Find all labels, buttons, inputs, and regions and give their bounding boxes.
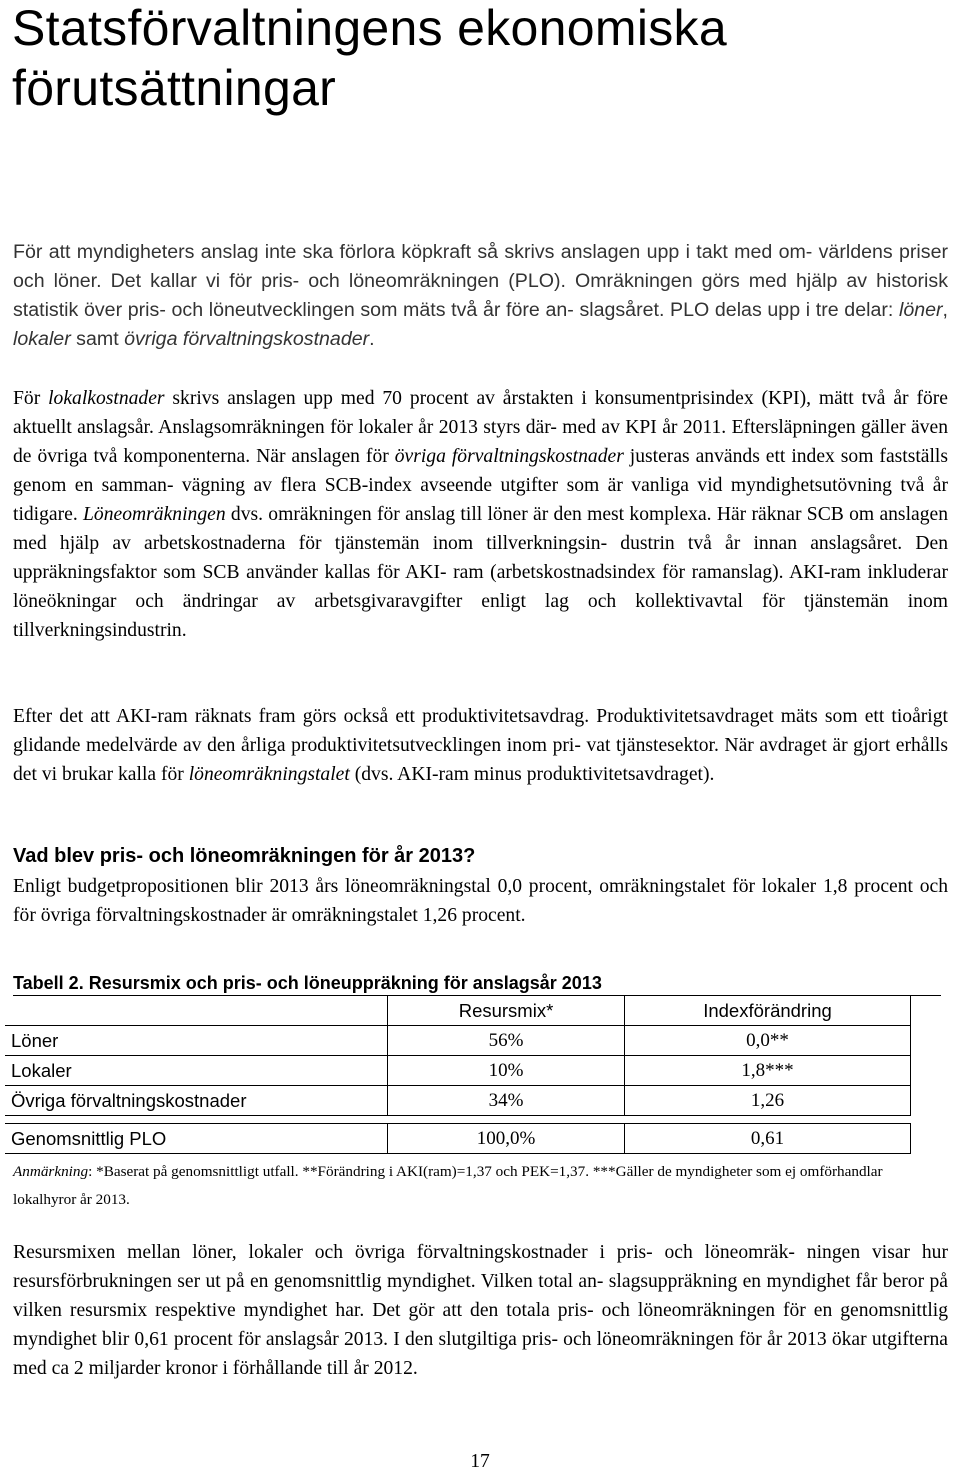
- header-resursmix: Resursmix*: [388, 996, 625, 1026]
- note-text: : *Baserat på genomsnittligt utfall. **Förändring i AKI(ram)=1,37 och PEK=1,37. ***Gäller de myndigheter som ej omförhandlar lokalhyror år 2013.: [13, 1163, 883, 1208]
- p2-text-1: För: [13, 388, 49, 409]
- intro-paragraph: [13, 238, 948, 354]
- page-title: [12, 0, 952, 118]
- resursmix-table: [5, 995, 911, 1154]
- p3-text-2: (dvs. AKI-ram minus produktivitetsavdraget).: [349, 764, 715, 785]
- intro-text-2: ,: [942, 299, 948, 321]
- total-label: Genomsnittlig PLO: [5, 1124, 388, 1154]
- p3-em-loneomrakningstalet: löneomräkningstalet: [188, 764, 350, 785]
- intro-em-ovriga: övriga förvaltningskostnader: [124, 328, 370, 350]
- row-mix: 56%: [388, 1026, 625, 1056]
- budget-paragraph: Enligt budgetpropositionen blir 2013 års löneomräkningstal 0,0 procent, omräkningstalet för lokaler 1,8 procent och för övriga förvaltningskostnader är omräkningstalet 1,26 procent.: [13, 876, 948, 926]
- row-label: Löner: [5, 1026, 388, 1056]
- title-line-2: förutsättningar: [12, 60, 337, 116]
- p2-em-loneomrakningen: Löneomräkningen: [83, 504, 226, 525]
- p2-text-4: dvs. omräkningen för anslag till löner är den mest komplexa. Här räknar SCB om anslagen med hjälp av arbetskostnaderna för tjänstemän inom tillverkningsin- dustrin två år innan anslagsåret. Den uppräkningsfaktor som SCB använder kallas för AKI- ram (arbetskostnadsindex för ramanslag). AKI-ram inkluderar löneökningar och ändringar av arbetsgivaravgifter enligt lag och kollektivavtal för tjänstemän inom tillverkningsindustrin.: [13, 504, 948, 641]
- produktivitet-paragraph: [13, 702, 948, 789]
- total-mix: 100,0%: [388, 1124, 625, 1154]
- intro-text-4: .: [369, 328, 375, 350]
- table-row: [5, 1086, 911, 1116]
- spacer-cell: [625, 1116, 911, 1124]
- row-index: 1,26: [625, 1086, 911, 1116]
- table-header-row: [5, 996, 911, 1026]
- table-total-row: [5, 1124, 911, 1154]
- spacer-cell: [388, 1116, 625, 1124]
- row-index: 0,0**: [625, 1026, 911, 1056]
- table-caption: Tabell 2. Resursmix och pris- och löneuppräkning för anslagsår 2013: [13, 973, 602, 993]
- row-mix: 34%: [388, 1086, 625, 1116]
- intro-em-loner: löner: [898, 299, 943, 321]
- note-label: Anmärkning: [13, 1163, 89, 1180]
- table-note: [13, 1158, 948, 1214]
- p3-text-1: Efter det att AKI-ram räknats fram görs också ett produktivitetsavdrag. Produktivitetsavdraget mäts som ett tioårigt glidande medelvärde av den årliga produktivitetsutvecklingen inom pri- vat tjänstesektor. När avdraget är gjort erhålls det vi brukar kalla för: [13, 706, 948, 785]
- table-spacer-row: [5, 1116, 911, 1124]
- total-index: 0,61: [625, 1124, 911, 1154]
- lokalkostnader-paragraph: [13, 384, 948, 645]
- header-indexforandring: Indexförändring: [625, 996, 911, 1026]
- p2-text-3: justeras används ett index som fastställs genom en samman- vägning av flera SCB-index avseende utgifter som är vanliga vid myndighetsutövning två år tidigare.: [13, 446, 948, 525]
- intro-text-3: samt: [70, 328, 125, 350]
- resursmix-paragraph: Resursmixen mellan löner, lokaler och övriga förvaltningskostnader i pris- och löneomräk- ningen visar hur resursförbrukningen ser ut på en genomsnittlig myndighet. Vilken total an- slagsuppräkning en myndighet får beror på vilken resursmix respektive myndighet har. Det gör att den totala pris- och löneomräkningen för en genomsnittlig myndighet blir 0,61 procent för anslagsår 2013. I den slutgiltiga pris- och löneomräkningen för år 2013 ökar utgifterna med ca 2 miljarder kronor i förhållande till år 2012.: [13, 1242, 948, 1379]
- title-line-1: Statsförvaltningens ekonomiska: [12, 0, 727, 56]
- spacer-cell: [5, 1116, 388, 1124]
- row-index: 1,8***: [625, 1056, 911, 1086]
- p2-text-2: skrivs anslagen upp med 70 procent av årstakten i konsumentprisindex (KPI), mätt två år före aktuellt anslagsår. Anslagsomräkningen för lokaler år 2013 styrs där- med av KPI år 2011. Eftersläpningen gäller även de övriga två komponenterna. När anslagen för: [13, 388, 948, 467]
- section-heading: Vad blev pris- och löneomräkningen för år 2013?: [13, 845, 476, 867]
- header-empty-cell: [5, 996, 388, 1026]
- intro-em-lokaler: lokaler: [13, 328, 71, 350]
- p2-em-lokalkostnader: lokalkostnader: [48, 388, 165, 409]
- intro-text-1: För att myndigheters anslag inte ska förlora köpkraft så skrivs anslagen upp i takt med om- världens priser och löner. Det kallar vi för pris- och löneomräkningen (PLO). Omräkningen görs med hjälp av historisk statistik över pris- och löneutvecklingen som mäts två år före an- slagsåret. PLO delas upp i tre delar:: [13, 241, 948, 321]
- p2-em-ovriga: övriga förvaltningskostnader: [394, 446, 624, 467]
- row-label: Övriga förvaltningskostnader: [5, 1086, 388, 1116]
- row-label: Lokaler: [5, 1056, 388, 1086]
- table-row: [5, 1056, 911, 1086]
- row-mix: 10%: [388, 1056, 625, 1086]
- page-number: 17: [470, 1451, 490, 1472]
- table-row: [5, 1026, 911, 1056]
